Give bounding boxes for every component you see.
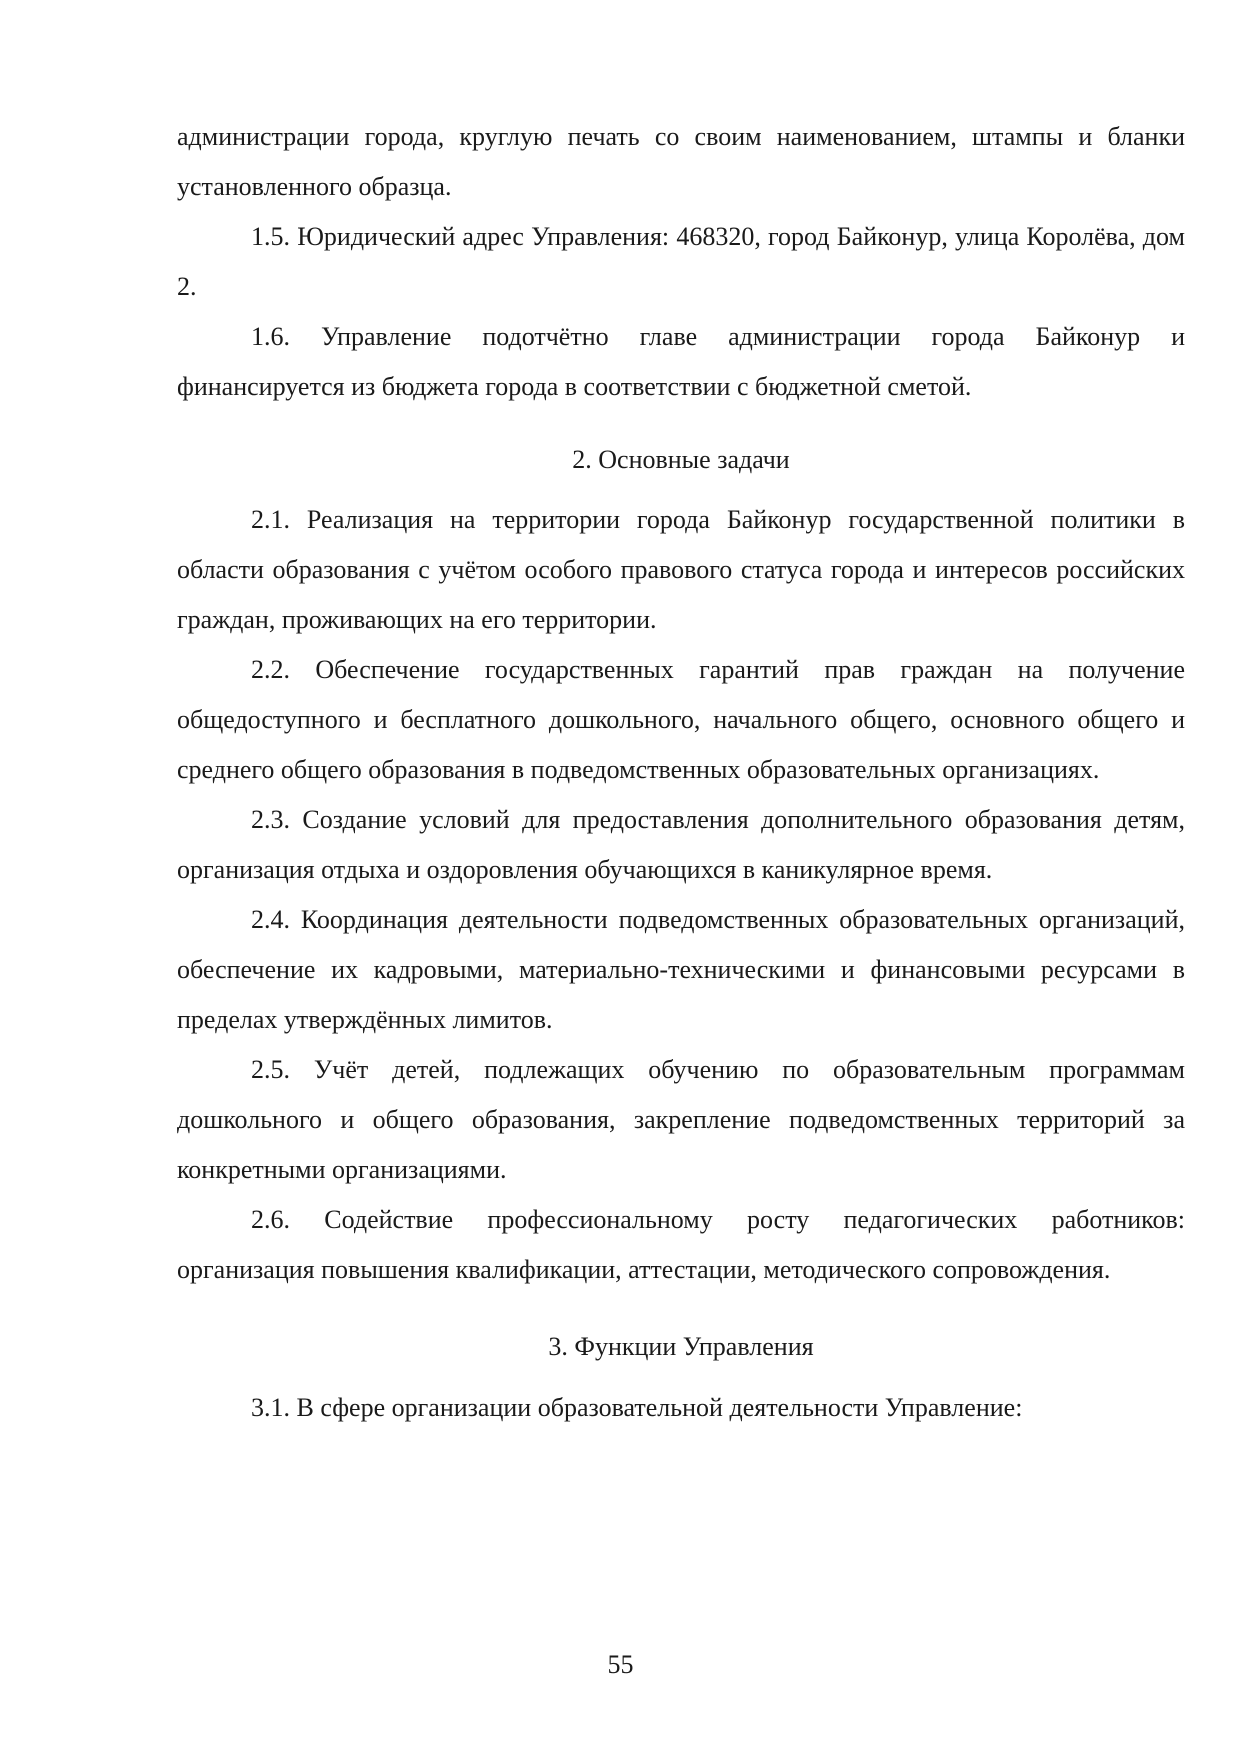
paragraph-2-1: 2.1. Реализация на территории города Байконур государственной политики в области образования с учётом особого правового статуса города и интересов российских граждан, проживающих на его территории. <box>177 505 1185 634</box>
paragraph-3-1: 3.1. В сфере организации образовательной деятельности Управление: <box>251 1393 1023 1422</box>
paragraph-2-6: 2.6. Содействие профессиональному росту педагогических работников: организация повышения квалификации, аттестации, методического сопровождения. <box>177 1205 1185 1284</box>
paragraph-2-2: 2.2. Обеспечение государственных гарантий прав граждан на получение общедоступного и бесплатного дошкольного, начального общего, основного общего и среднего общего образования в подведомственных образовательных организациях. <box>177 655 1185 784</box>
section-heading-2: 2. Основные задачи <box>572 445 790 474</box>
paragraph-1-6: 1.6. Управление подотчётно главе администрации города Байконур и финансируется из бюджета города в соответствии с бюджетной сметой. <box>177 322 1185 401</box>
paragraph-2-3: 2.3. Создание условий для предоставления дополнительного образования детям, организация отдыха и оздоровления обучающихся в каникулярное время. <box>177 805 1185 884</box>
paragraph-2-4: 2.4. Координация деятельности подведомственных образовательных организаций, обеспечение их кадровыми, материально-техническими и финансовыми ресурсами в пределах утверждённых лимитов. <box>177 905 1185 1034</box>
paragraph-1-5: 1.5. Юридический адрес Управления: 468320, город Байконур, улица Королёва, дом 2. <box>177 222 1185 301</box>
paragraph-2-5: 2.5. Учёт детей, подлежащих обучению по образовательным программам дошкольного и общего образования, закрепление подведомственных территорий за конкретными организациями. <box>177 1055 1185 1184</box>
section-heading-3: 3. Функции Управления <box>548 1332 814 1361</box>
paragraph-continuation: администрации города, круглую печать со своим наименованием, штампы и бланки установленного образца. <box>177 122 1185 201</box>
document-page <box>177 112 1185 1433</box>
page-number: 55 <box>607 1650 634 1679</box>
